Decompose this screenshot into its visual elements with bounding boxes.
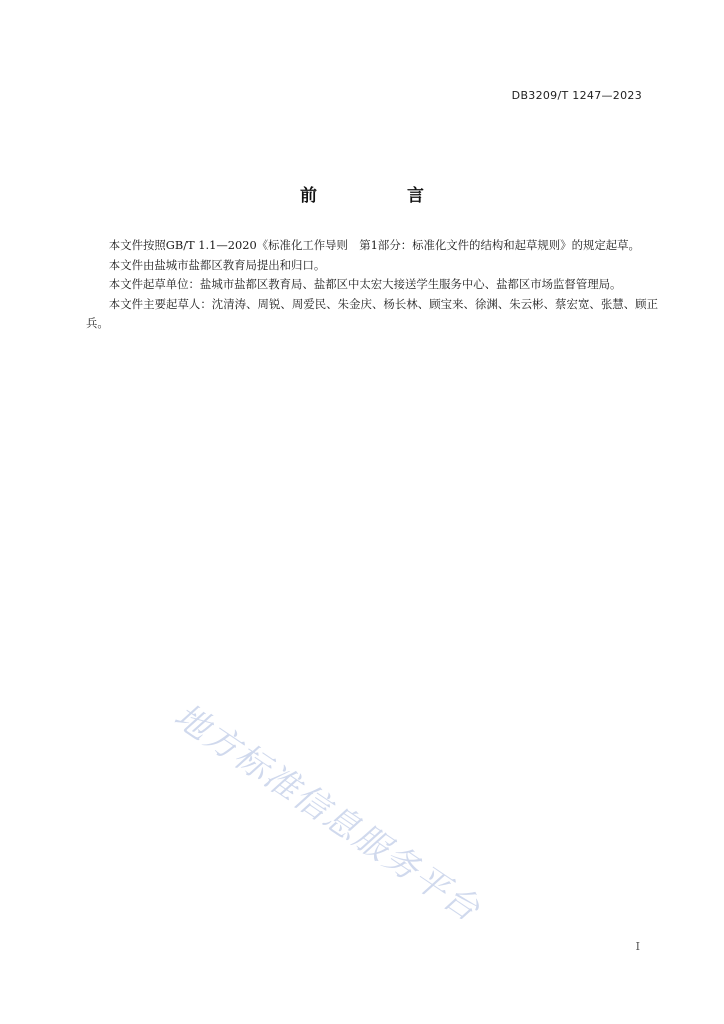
paragraph-proposer: 本文件由盐城市盐都区教育局提出和归口。	[108, 257, 326, 272]
watermark: 地方标准信息服务平台	[166, 695, 488, 931]
paragraph-drafting-units: 本文件起草单位：盐城市盐都区教育局、盐都区中太宏大接送学生服务中心、盐都区市场监督管理局。	[108, 277, 622, 291]
page-number: I	[635, 940, 640, 953]
foreword-body	[86, 236, 658, 334]
paragraph-drafters: 本文件主要起草人：沈清涛、周锐、周爱民、朱金庆、杨长林、顾宝来、徐渊、朱云彬、蔡宏宽、张慧、顾正兵。	[86, 296, 658, 330]
page-title: 前 言	[300, 186, 466, 206]
paragraph-drafting-rules: 本文件按照GB/T 1.1—2020《标准化工作导则 第1部分：标准化文件的结构和起草规则》的规定起草。	[108, 238, 640, 252]
standard-code: DB3209/T 1247—2023	[511, 89, 642, 102]
